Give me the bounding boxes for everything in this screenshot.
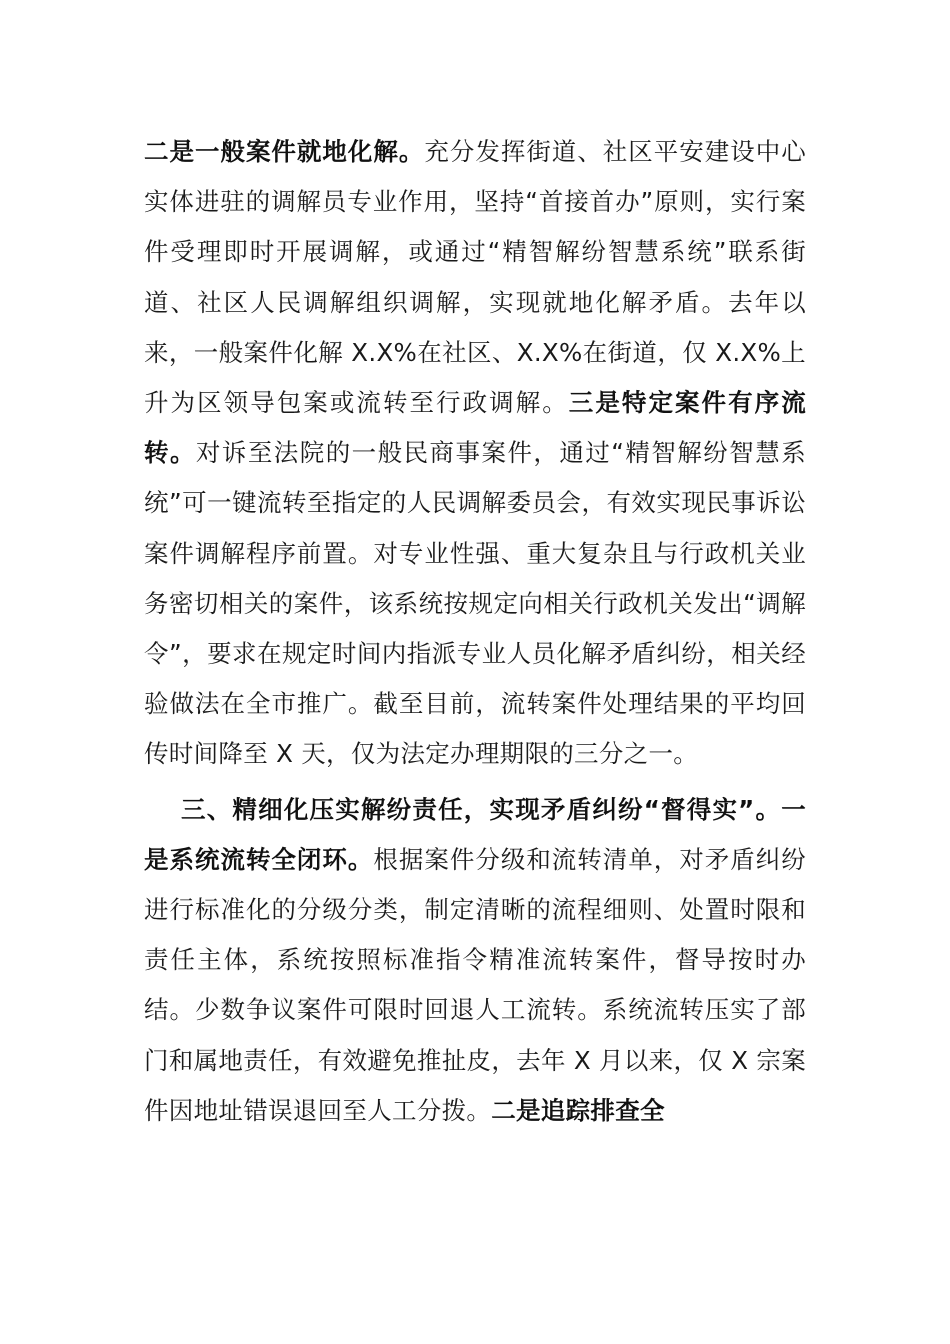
paragraph-general-cases (144, 127, 806, 780)
paragraph-text: 充分发挥街道、社区平安建设中心实体进驻的调解员专业作用，坚持“首接首办”原则，实行案件受理即时开展调解，或通过“精智解纷智慧系统”联系街道、社区人民调解组织调解，实现就地化解矛盾。去年以来，一般案件化解 X.X%在社区、X.X%在街道，仅 X.X%上升为区领导包案或流转至行政调解。 (144, 137, 806, 418)
subheading-specific-cases: 三是特定案件有序流转。 (144, 388, 806, 468)
subheading-tracking: 二是追踪排查全 (491, 1095, 665, 1125)
subheading-system-loop: 一是系统流转全闭环。 (144, 794, 806, 874)
section-heading: 三、精细化压实解纷责任，实现矛盾纠纷“督得实”。 (181, 794, 782, 824)
subheading-general-cases: 二是一般案件就地化解。 (144, 137, 425, 166)
paragraph-text: 对诉至法院的一般民商事案件，通过“精智解纷智慧系统”可一键流转至指定的人民调解委员会，有效实现民事诉讼案件调解程序前置。对专业性强、重大复杂且与行政机关业务密切相关的案件，该系统按规定向相关行政机关发出“调解令”，要求在规定时间内指派专业人员化解矛盾纠纷，相关经验做法在全市推广。截至目前，流转案件处理结果的平均回传时间降至 X 天，仅为法定办理期限的三分之一。 (144, 438, 806, 769)
paragraph-text: 根据案件分级和流转清单，对矛盾纠纷进行标准化的分级分类，制定清晰的流程细则、处置时限和责任主体，系统按照标准指令精准流转案件，督导按时办结。少数争议案件可限时回退人工流转。系统流转压实了部门和属地责任，有效避免推扯皮，去年 X 月以来，仅 X 宗案件因地址错误退回至人工分拨。 (144, 844, 806, 1125)
paragraph-responsibility (144, 785, 806, 1136)
document-body (144, 127, 806, 1136)
